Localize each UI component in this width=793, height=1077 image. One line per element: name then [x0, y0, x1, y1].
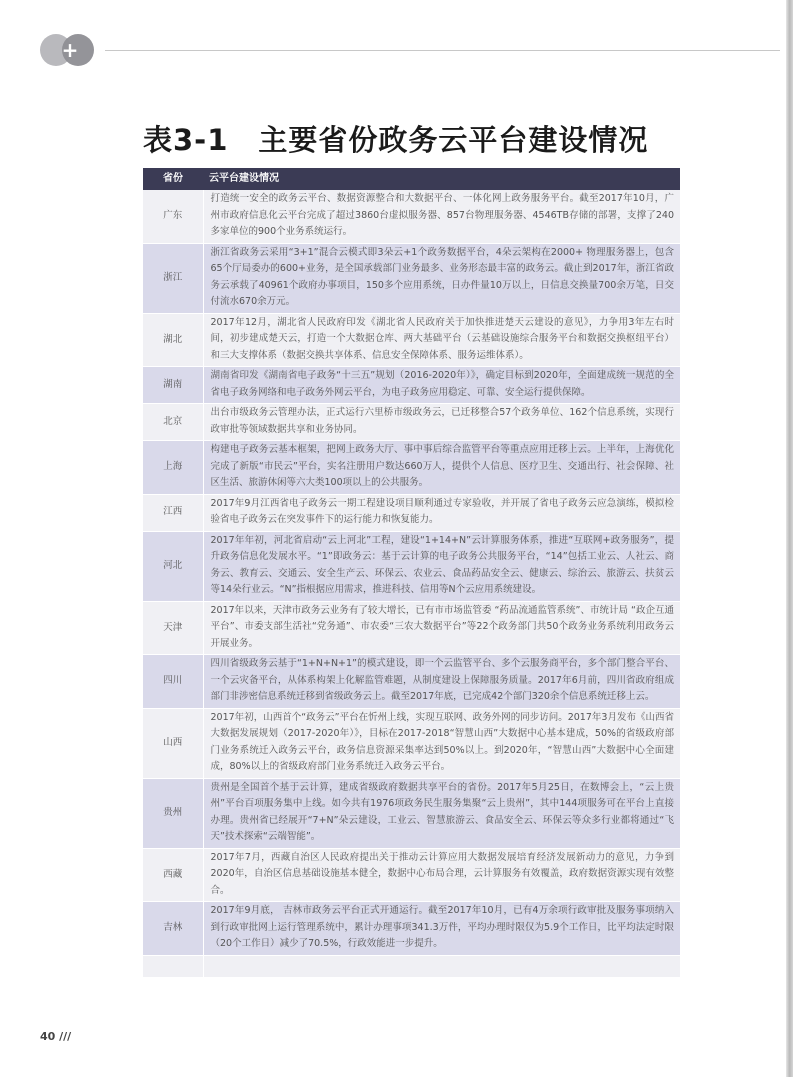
platform-description-cell: 贵州是全国首个基于云计算，建成省级政府数据共享平台的省份。2017年5月25日，在数博会上，“云上贵州”平台百项服务集中上线。如今共有1976项政务民生服务集聚“云上贵州”，其中144项服务可在平台上直接办理。贵州省已经展开“7+N”朵云建设，工业云、智慧旅游云、食品安全云、环保云等众多行业都将通过“飞天”技术探索“云端智能”。: [203, 778, 680, 848]
platform-description-cell: 2017年以来，天津市政务云业务有了较大增长，已有市市场监管委 “药品流通监管系统”、市统计局 “政企互通平台”、市委支部生活社“党务通”、市农委“三农大数据平台”等22个政务部门共50个政务业务系统利用政务云开展业务。: [203, 601, 680, 655]
province-cell: [143, 955, 203, 977]
province-cell: 湖北: [143, 313, 203, 367]
province-cell: 贵州: [143, 778, 203, 848]
platform-description-cell: 2017年9月底， 吉林市政务云平台正式开通运行。截至2017年10月，已有4万余项行政审批及服务事项纳入到行政审批网上运行管理系统中，累计办理事项341.3万件，平均办理时限仅为5.9个工作日，比平均法定时限（20个工作日）减少了70.5%，行政效能进一步提升。: [203, 902, 680, 956]
province-cell: 吉林: [143, 902, 203, 956]
platform-description-cell: 出台市级政务云管理办法，正式运行六里桥市级政务云，已迁移整合57个政务单位、162个信息系统，实现行政审批等领域数据共享和业务协同。: [203, 404, 680, 441]
header-badge: [40, 34, 100, 66]
platform-description-cell: 湖南省印发《湖南省电子政务“十三五”规划（2016-2020年）》，确定目标到2020年，全面建成统一规范的全省电子政务网络和电子政务外网云平台，为电子政务应用稳定、可靠、安全运行提供保障。: [203, 367, 680, 404]
province-cell: 河北: [143, 531, 203, 601]
platform-description-cell: 打造统一安全的政务云平台、数据资源整合和大数据平台、一体化网上政务服务平台。截至2017年10月，广州市政府信息化云平台完成了超过3860台虚拟服务器、857台物理服务器、4546TB存储的部署，支撑了240多家单位的900个业务系统运行。: [203, 190, 680, 243]
table-row: [143, 955, 680, 977]
table-row: [143, 190, 680, 243]
table-row: [143, 531, 680, 601]
table-row: [143, 902, 680, 956]
cloud-platform-table: [143, 168, 680, 978]
platform-description-cell: 四川省级政务云基于“1+N+N+1”的模式建设，即一个云监管平台、多个云服务商平台，多个部门整合平台、一个云灾备平台，从体系构架上化解监管难题，从制度建设上保障服务质量。2017年6月前，四川省政府组成部门非涉密信息系统迁移到省级政务云上。截至2017年底，已完成42个部门320余个信息系统迁移上云。: [203, 655, 680, 709]
province-cell: 浙江: [143, 243, 203, 313]
province-cell: 广东: [143, 190, 203, 243]
platform-description-cell: 浙江省政务云采用“3+1”混合云模式即3朵云+1个政务数据平台，4朵云架构在2000+ 物理服务器上，包含65个厅局委办的600+业务，是全国承载部门业务最多、业务形态最丰富的政务云。截止到2017年，浙江省政务云承载了40961个政府办事项目，150多个应用系统，日办件量10万以上，日信息交换量700余万笔，日交付流水670余万元。: [203, 243, 680, 313]
platform-description-cell: 2017年年初，河北省启动“云上河北”工程，建设“1+14+N”云计算服务体系，推进“互联网+政务服务”，提升政务信息化发展水平。“1”即政务云：基于云计算的电子政务公共服务平台，“14”包括工业云、人社云、商务云、教育云、交通云、安全生产云、环保云、农业云、食品药品安全云、健康云、综治云、旅游云、扶贫云等14朵行业云。“N”指根据应用需求，推进科技、信用等N个云应用系统建设。: [203, 531, 680, 601]
table-row: [143, 708, 680, 778]
column-header-status: 云平台建设情况: [203, 168, 680, 190]
province-cell: 北京: [143, 404, 203, 441]
province-cell: 江西: [143, 494, 203, 531]
header-rule: [105, 50, 780, 51]
province-cell: 天津: [143, 601, 203, 655]
platform-description-cell: 2017年12月，湖北省人民政府印发《湖北省人民政府关于加快推进楚天云建设的意见》，力争用3年左右时间，初步建成楚天云，打造一个大数据仓库、两大基础平台（云基础设施综合服务平台和数据交换枢纽平台）和三大支撑体系（数据交换共享体系、信息安全保障体系、服务运维体系）。: [203, 313, 680, 367]
plus-icon: +: [61, 38, 79, 62]
province-cell: 四川: [143, 655, 203, 709]
platform-description-cell: 2017年初，山西首个“政务云”平台在忻州上线，实现互联网、政务外网的同步访问。2017年3月发布《山西省大数据发展规划（2017-2020年）》，目标在2017-2018“智慧山西”大数据中心基本建成，50%的省级政府部门业务系统迁入政务云平台，政务信息资源采集率达到50%以上。到2020年，“智慧山西”大数据中心全面建成，80%以上的省级政府部门业务系统迁入政务云平台。: [203, 708, 680, 778]
table-row: [143, 778, 680, 848]
province-cell: 上海: [143, 441, 203, 495]
table-title: 表3-1 主要省份政务云平台建设情况: [143, 123, 649, 157]
book-spine-edge: [786, 0, 793, 1077]
platform-description-cell: 构建电子政务云基本框架，把网上政务大厅、事中事后综合监管平台等重点应用迁移上云。上半年，上海优化完成了新版“市民云”平台，实名注册用户数达660万人，提供个人信息、医疗卫生、交通出行、社会保障、社区生活、旅游休闲等六大类100项以上的公共服务。: [203, 441, 680, 495]
province-cell: 山西: [143, 708, 203, 778]
table-row: [143, 441, 680, 495]
platform-description-cell: [203, 955, 680, 977]
column-header-province: 省份: [143, 168, 203, 190]
platform-description-cell: 2017年7月，西藏自治区人民政府提出关于推动云计算应用大数据发展培育经济发展新动力的意见，力争到2020年，自治区信息基础设施基本健全，数据中心布局合理，云计算服务有效覆盖，政府数据资源实现有效整合。: [203, 848, 680, 902]
table-row: [143, 367, 680, 404]
province-cell: 湖南: [143, 367, 203, 404]
table-row: [143, 848, 680, 902]
table-header-row: [143, 168, 680, 190]
table-row: [143, 313, 680, 367]
table-row: [143, 243, 680, 313]
page-number: 40 ///: [40, 1030, 72, 1043]
table-row: [143, 494, 680, 531]
province-cell: 西藏: [143, 848, 203, 902]
table-row: [143, 601, 680, 655]
platform-description-cell: 2017年9月江西省电子政务云一期工程建设项目顺利通过专家验收，并开展了省电子政务云应急演练，模拟检验省电子政务云在突发事件下的运行能力和恢复能力。: [203, 494, 680, 531]
table-row: [143, 404, 680, 441]
table-body: [143, 190, 680, 977]
table-row: [143, 655, 680, 709]
